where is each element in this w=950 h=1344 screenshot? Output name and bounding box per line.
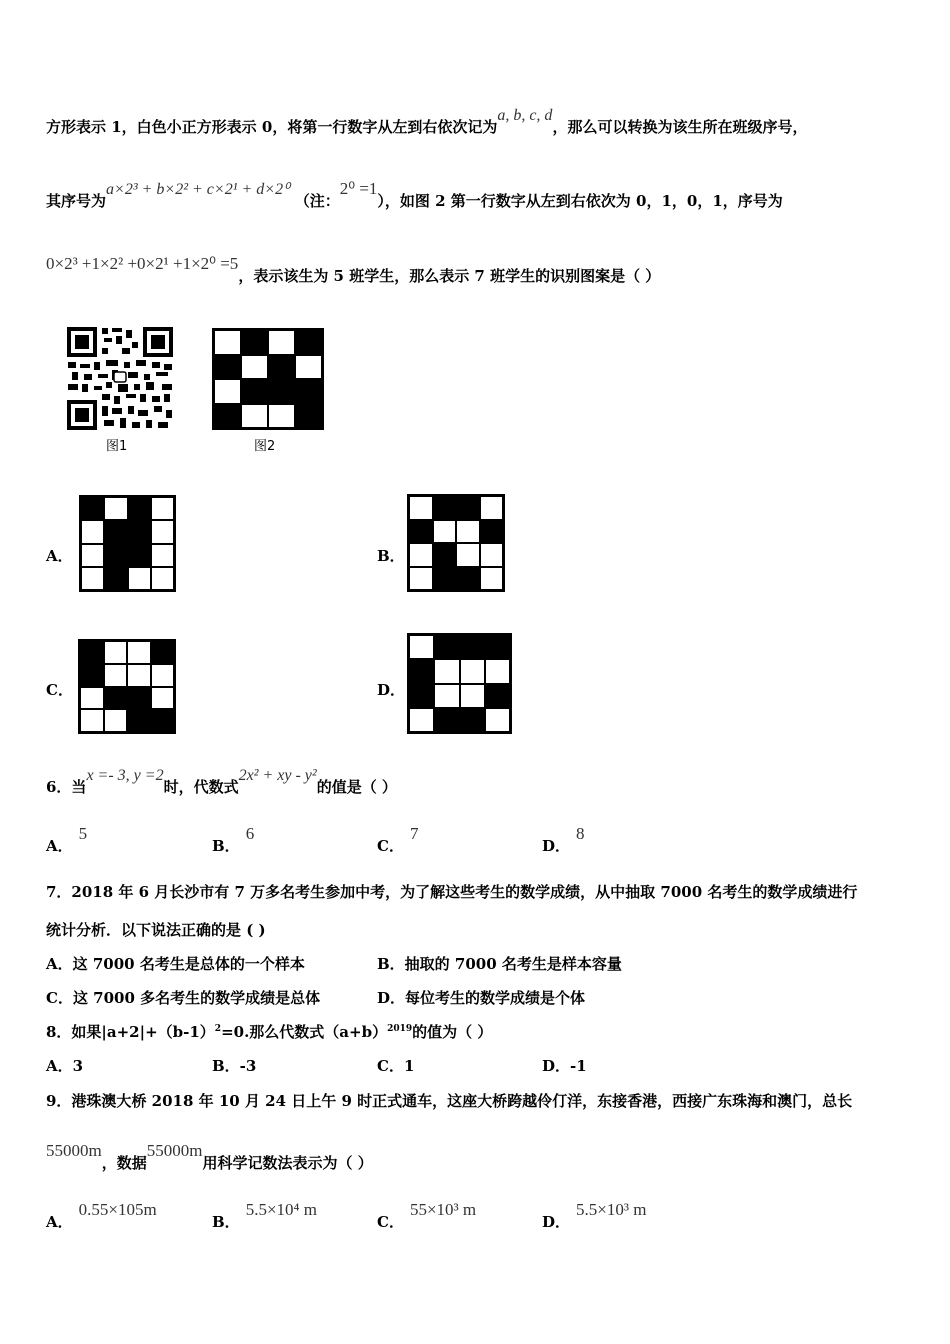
option-a-cell-0-3 [151, 497, 174, 520]
option-a-cell-2-3 [151, 544, 174, 567]
q5-variables: a, b, c, d [497, 107, 553, 124]
q5-line1-text: 方形表示 1，白色小正方形表示 0，将第一行数字从左到右依次记为 [46, 118, 498, 136]
option-b-cell-1-0 [409, 520, 433, 544]
q9-option-d[interactable] [542, 1200, 647, 1232]
option-d-cell-0-1 [434, 635, 459, 659]
q9-option-d-label: D． [542, 1213, 571, 1231]
option-b-cell-0-0 [409, 496, 433, 520]
q9-option-b-value: 5.5×10⁴ m [245, 1200, 317, 1219]
figure-2-cell-2-3 [295, 379, 322, 404]
q6-option-a[interactable] [46, 824, 88, 856]
q7-option-c[interactable]: C．这 7000 多名考生的数学成绩是总体 [46, 989, 321, 1007]
qr-finder-bottom-left [67, 400, 97, 430]
q8-option-d[interactable]: D．-1 [542, 1057, 587, 1075]
q9-option-a-value: 0.55×105m [78, 1200, 157, 1219]
q6-text-start: 6．当 [46, 778, 87, 796]
option-c-cell-2-0 [80, 687, 104, 710]
q8-text-start: 8．如果|a+2|+（b-1） [46, 1023, 215, 1041]
option-b-cell-2-3 [480, 543, 504, 567]
option-d-cell-3-0 [409, 708, 434, 732]
q5-line-1 [46, 107, 808, 137]
option-c-cell-0-3 [151, 641, 175, 664]
option-c-cell-3-0 [80, 709, 104, 732]
option-a-cell-1-0 [81, 520, 104, 543]
q6-option-d[interactable] [542, 824, 585, 856]
q6-option-d-label: D． [542, 837, 571, 855]
q9-text-end: 用科学记数法表示为（ ） [202, 1154, 373, 1172]
figure-2-cell-3-3 [295, 404, 322, 429]
option-c-cell-1-2 [127, 664, 151, 687]
qr-center-logo [114, 372, 126, 382]
option-c-cell-3-1 [104, 709, 128, 732]
option-b-cell-2-0 [409, 543, 433, 567]
q5-line2-text: 其序号为 [46, 192, 107, 210]
q6-option-d-value: 8 [576, 824, 585, 843]
q8-option-a[interactable]: A．3 [46, 1057, 84, 1075]
q8-stem [46, 1021, 492, 1042]
option-a-cell-3-0 [81, 567, 104, 590]
q8-exponent-1: 2 [214, 1024, 222, 1034]
option-a-cell-2-0 [81, 544, 104, 567]
q5-option-c-label: C． [46, 681, 73, 699]
figure-2-cell-3-0 [214, 404, 241, 429]
q6-text-end: 的值是（ ） [316, 778, 397, 796]
q8-text-end: 的值为（ ） [412, 1023, 493, 1041]
option-a-cell-1-1 [104, 520, 127, 543]
q7-option-d[interactable]: D．每位考生的数学成绩是个体 [377, 989, 586, 1007]
option-c-cell-0-2 [127, 641, 151, 664]
q5-formula: a×2³ + b×2² + c×2¹ + d×2⁰ [106, 181, 290, 198]
q9-option-c-value: 55×10³ m [409, 1200, 477, 1219]
option-a-cell-3-2 [128, 567, 151, 590]
q6-option-c-value: 7 [409, 824, 419, 843]
q5-note-open: （注： [294, 192, 340, 210]
q7-option-a[interactable]: A．这 7000 名考生是总体的一个样本 [46, 955, 305, 973]
q6-option-a-value: 5 [78, 824, 88, 843]
option-c-cell-2-3 [151, 687, 175, 710]
q9-length-value: 55000m [46, 1141, 102, 1160]
option-a-cell-3-3 [151, 567, 174, 590]
q6-option-c[interactable] [377, 824, 419, 856]
option-a-cell-2-2 [128, 544, 151, 567]
option-d-cell-2-2 [460, 684, 485, 708]
option-d-cell-0-2 [460, 635, 485, 659]
q8-option-b[interactable]: B．-3 [212, 1057, 257, 1075]
q9-option-d-value: 5.5×10³ m [576, 1200, 647, 1219]
option-a-cell-0-2 [128, 497, 151, 520]
q8-exponent-2: 2019 [387, 1024, 413, 1034]
option-c-cell-1-3 [151, 664, 175, 687]
qr-finder-top-left [67, 327, 97, 357]
q7-option-b[interactable]: B．抽取的 7000 名考生是样本容量 [377, 955, 622, 973]
q6-option-c-label: C． [377, 837, 404, 855]
figure-2-grid [212, 328, 324, 430]
option-d-cell-3-2 [460, 708, 485, 732]
option-d-cell-1-0 [409, 659, 434, 683]
q9-option-b[interactable] [212, 1200, 317, 1232]
option-c-cell-3-3 [151, 709, 175, 732]
figure-2-cell-1-2 [268, 355, 295, 380]
figure-2-cell-0-3 [295, 330, 322, 355]
q5-option-a-grid[interactable] [79, 495, 176, 592]
q6-expression: 2x² + xy - y² [238, 767, 317, 784]
q5-option-b-label: B． [377, 547, 405, 565]
q7-stem-line-1: 7．2018 年 6 月长沙市有 7 万多名考生参加中考，为了解这些考生的数学成绩，从中抽取 7000 名考生的数学成绩进行 [46, 883, 858, 901]
option-b-cell-0-1 [433, 496, 457, 520]
option-d-cell-0-3 [485, 635, 510, 659]
q5-example-formula: 0×2³ +1×2² +0×2¹ +1×2⁰ =5 [46, 254, 239, 273]
q9-option-a-label: A． [46, 1213, 73, 1231]
option-d-cell-1-3 [485, 659, 510, 683]
q9-option-a[interactable] [46, 1200, 157, 1232]
q5-line-2 [46, 179, 783, 211]
q5-option-d-grid[interactable] [407, 633, 512, 734]
q5-line-3 [46, 254, 661, 286]
q5-option-a-label: A． [46, 547, 73, 565]
option-b-cell-3-3 [480, 567, 504, 591]
q6-option-b-value: 6 [245, 824, 255, 843]
q9-stem-line-2 [46, 1141, 373, 1173]
q9-option-c[interactable] [377, 1200, 477, 1232]
q6-text-mid: 时，代数式 [163, 778, 239, 796]
option-d-cell-1-2 [460, 659, 485, 683]
option-d-cell-0-0 [409, 635, 434, 659]
q6-option-a-label: A． [46, 837, 73, 855]
option-c-cell-3-2 [127, 709, 151, 732]
q5-option-b-grid[interactable] [407, 494, 505, 592]
q9-stem-line-1: 9．港珠澳大桥 2018 年 10 月 24 日上午 9 时正式通车，这座大桥跨越伶仃洋，东接香港，西接广东珠海和澳门，总长 [46, 1092, 853, 1110]
option-b-cell-2-1 [433, 543, 457, 567]
option-b-cell-1-3 [480, 520, 504, 544]
option-a-cell-1-3 [151, 520, 174, 543]
q9-text-mid: ，数据 [101, 1154, 147, 1172]
figure-2-cell-1-1 [241, 355, 268, 380]
figure-2-cell-0-0 [214, 330, 241, 355]
option-c-cell-2-1 [104, 687, 128, 710]
qr-finder-top-right [143, 327, 173, 357]
q5-option-c-grid[interactable] [78, 639, 176, 734]
option-c-cell-0-1 [104, 641, 128, 664]
q5-line2-text-end: ），如图 2 第一行数字从左到右依次为 0，1，0，1，序号为 [377, 192, 783, 210]
option-b-cell-0-2 [456, 496, 480, 520]
q9-option-b-label: B． [212, 1213, 240, 1231]
q7-stem-line-2: 统计分析．以下说法正确的是 ( ) [46, 921, 266, 939]
q6-stem [46, 767, 397, 797]
figure-2-cell-0-1 [241, 330, 268, 355]
option-b-cell-1-2 [456, 520, 480, 544]
option-b-cell-0-3 [480, 496, 504, 520]
option-a-cell-2-1 [104, 544, 127, 567]
figure-2-cell-1-3 [295, 355, 322, 380]
option-d-cell-1-1 [434, 659, 459, 683]
option-a-cell-0-1 [104, 497, 127, 520]
q5-option-d-label: D． [377, 681, 406, 699]
figure-2-cell-2-0 [214, 379, 241, 404]
option-d-cell-3-3 [485, 708, 510, 732]
q5-note-formula: 2⁰ =1 [339, 179, 378, 198]
figure-2-cell-2-1 [241, 379, 268, 404]
option-d-cell-2-1 [434, 684, 459, 708]
q6-condition: x =- 3, y =2 [86, 767, 164, 784]
q5-line3-text: ，表示该生为 5 班学生，那么表示 7 班学生的识别图案是（ ） [238, 267, 661, 285]
figure-1-qr-code [66, 326, 174, 431]
figure-2-cell-1-0 [214, 355, 241, 380]
q6-option-b-label: B． [212, 837, 240, 855]
option-b-cell-1-1 [433, 520, 457, 544]
q5-line1-text-end: ，那么可以转换为该生所在班级序号， [552, 118, 808, 136]
option-d-cell-2-3 [485, 684, 510, 708]
option-b-cell-3-2 [456, 567, 480, 591]
figure-2-cell-3-2 [268, 404, 295, 429]
option-c-cell-1-1 [104, 664, 128, 687]
option-c-cell-2-2 [127, 687, 151, 710]
option-b-cell-3-0 [409, 567, 433, 591]
q9-option-c-label: C． [377, 1213, 404, 1231]
figure-2-caption: 图2 [254, 439, 276, 454]
q9-length-value-2: 55000m [146, 1141, 203, 1160]
option-a-cell-0-0 [81, 497, 104, 520]
figure-2-cell-2-2 [268, 379, 295, 404]
option-a-cell-1-2 [128, 520, 151, 543]
option-b-cell-2-2 [456, 543, 480, 567]
option-b-cell-3-1 [433, 567, 457, 591]
option-a-cell-3-1 [104, 567, 127, 590]
figure-1-caption: 图1 [106, 439, 128, 454]
q6-option-b[interactable] [212, 824, 255, 856]
option-c-cell-1-0 [80, 664, 104, 687]
q8-option-c[interactable]: C．1 [377, 1057, 415, 1075]
option-d-cell-2-0 [409, 684, 434, 708]
option-c-cell-0-0 [80, 641, 104, 664]
figure-2-cell-0-2 [268, 330, 295, 355]
figure-2-cell-3-1 [241, 404, 268, 429]
q8-text-mid: =0.那么代数式（a+b） [221, 1023, 388, 1041]
option-d-cell-3-1 [434, 708, 459, 732]
